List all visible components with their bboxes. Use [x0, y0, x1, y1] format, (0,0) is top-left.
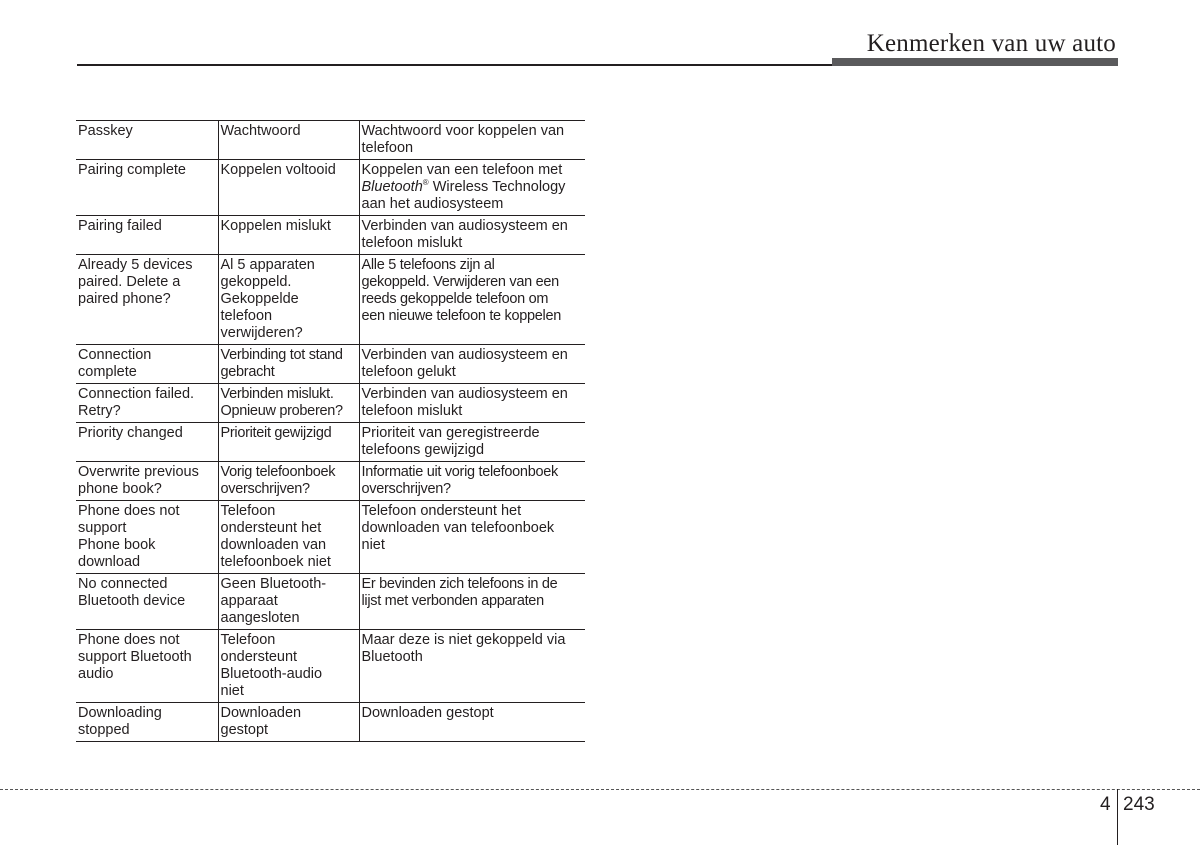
- registered-mark: ®: [422, 178, 429, 188]
- message-english: Already 5 devices paired. Delete a paired phone?: [76, 255, 218, 345]
- message-description: Alle 5 telefoons zijn al gekoppeld. Verwijderen van een reeds gekoppelde telefoon om een nieuwe telefoon te koppelen: [359, 255, 585, 345]
- message-english: Phone does not support Bluetooth audio: [76, 630, 218, 703]
- message-english: Connection failed. Retry?: [76, 384, 218, 423]
- description-text: Koppelen van een telefoon met: [361, 162, 563, 178]
- table-row: [76, 630, 585, 703]
- message-dutch: Verbinding tot stand gebracht: [218, 345, 359, 384]
- message-description: Verbinden van audiosysteem en telefoon mislukt: [359, 216, 585, 255]
- bluetooth-messages-table: [76, 120, 585, 742]
- message-description: Informatie uit vorig telefoonboek overschrijven?: [359, 462, 585, 501]
- message-dutch: Vorig telefoonboek overschrijven?: [218, 462, 359, 501]
- message-english: Phone does not support Phone book download: [76, 501, 218, 574]
- table-row: [76, 160, 585, 216]
- chapter-number: 4: [1100, 794, 1111, 815]
- table-row: [76, 703, 585, 742]
- message-english: Passkey: [76, 121, 218, 160]
- message-description: Er bevinden zich telefoons in de lijst met verbonden apparaten: [359, 574, 585, 630]
- message-description: Verbinden van audiosysteem en telefoon gelukt: [359, 345, 585, 384]
- message-english: No connected Bluetooth device: [76, 574, 218, 630]
- message-dutch: Prioriteit gewijzigd: [218, 423, 359, 462]
- table-row: [76, 423, 585, 462]
- header-bar: [832, 58, 1118, 66]
- header-rule: [77, 64, 832, 66]
- message-description: Maar deze is niet gekoppeld via Bluetooth: [359, 630, 585, 703]
- message-english: Downloading stopped: [76, 703, 218, 742]
- message-english: Priority changed: [76, 423, 218, 462]
- message-dutch: Telefoon ondersteunt Bluetooth-audio niet: [218, 630, 359, 703]
- table-row: [76, 345, 585, 384]
- message-dutch: Downloaden gestopt: [218, 703, 359, 742]
- table-row: [76, 384, 585, 423]
- table-row: [76, 462, 585, 501]
- bluetooth-brand-text: Bluetooth: [361, 179, 423, 195]
- message-description: Wachtwoord voor koppelen van telefoon: [359, 121, 585, 160]
- footer-dashed-line: [0, 789, 1200, 790]
- message-description: Downloaden gestopt: [359, 703, 585, 742]
- message-dutch: Geen Bluetooth- apparaat aangesloten: [218, 574, 359, 630]
- table-row: [76, 216, 585, 255]
- page-number-divider: [1117, 789, 1118, 845]
- table-row: [76, 574, 585, 630]
- table-row: [76, 255, 585, 345]
- message-dutch: Koppelen mislukt: [218, 216, 359, 255]
- message-dutch: Telefoon ondersteunt het downloaden van telefoonboek niet: [218, 501, 359, 574]
- message-description: Verbinden van audiosysteem en telefoon mislukt: [359, 384, 585, 423]
- message-english: Overwrite previous phone book?: [76, 462, 218, 501]
- message-dutch: Verbinden mislukt. Opnieuw proberen?: [218, 384, 359, 423]
- message-english: Pairing failed: [76, 216, 218, 255]
- message-description: Prioriteit van geregistreerde telefoons gewijzigd: [359, 423, 585, 462]
- description-text: Wireless Technology aan het audiosysteem: [361, 179, 566, 212]
- message-english: Connection complete: [76, 345, 218, 384]
- message-dutch: Wachtwoord: [218, 121, 359, 160]
- message-dutch: Koppelen voltooid: [218, 160, 359, 216]
- table-row: [76, 501, 585, 574]
- message-english: Pairing complete: [76, 160, 218, 216]
- message-description: [359, 160, 585, 216]
- page-header-title: Kenmerken van uw auto: [866, 30, 1116, 57]
- message-dutch: Al 5 apparaten gekoppeld. Gekoppelde telefoon verwijderen?: [218, 255, 359, 345]
- message-description: Telefoon ondersteunt het downloaden van telefoonboek niet: [359, 501, 585, 574]
- table-row: [76, 121, 585, 160]
- page-number: 243: [1123, 794, 1155, 815]
